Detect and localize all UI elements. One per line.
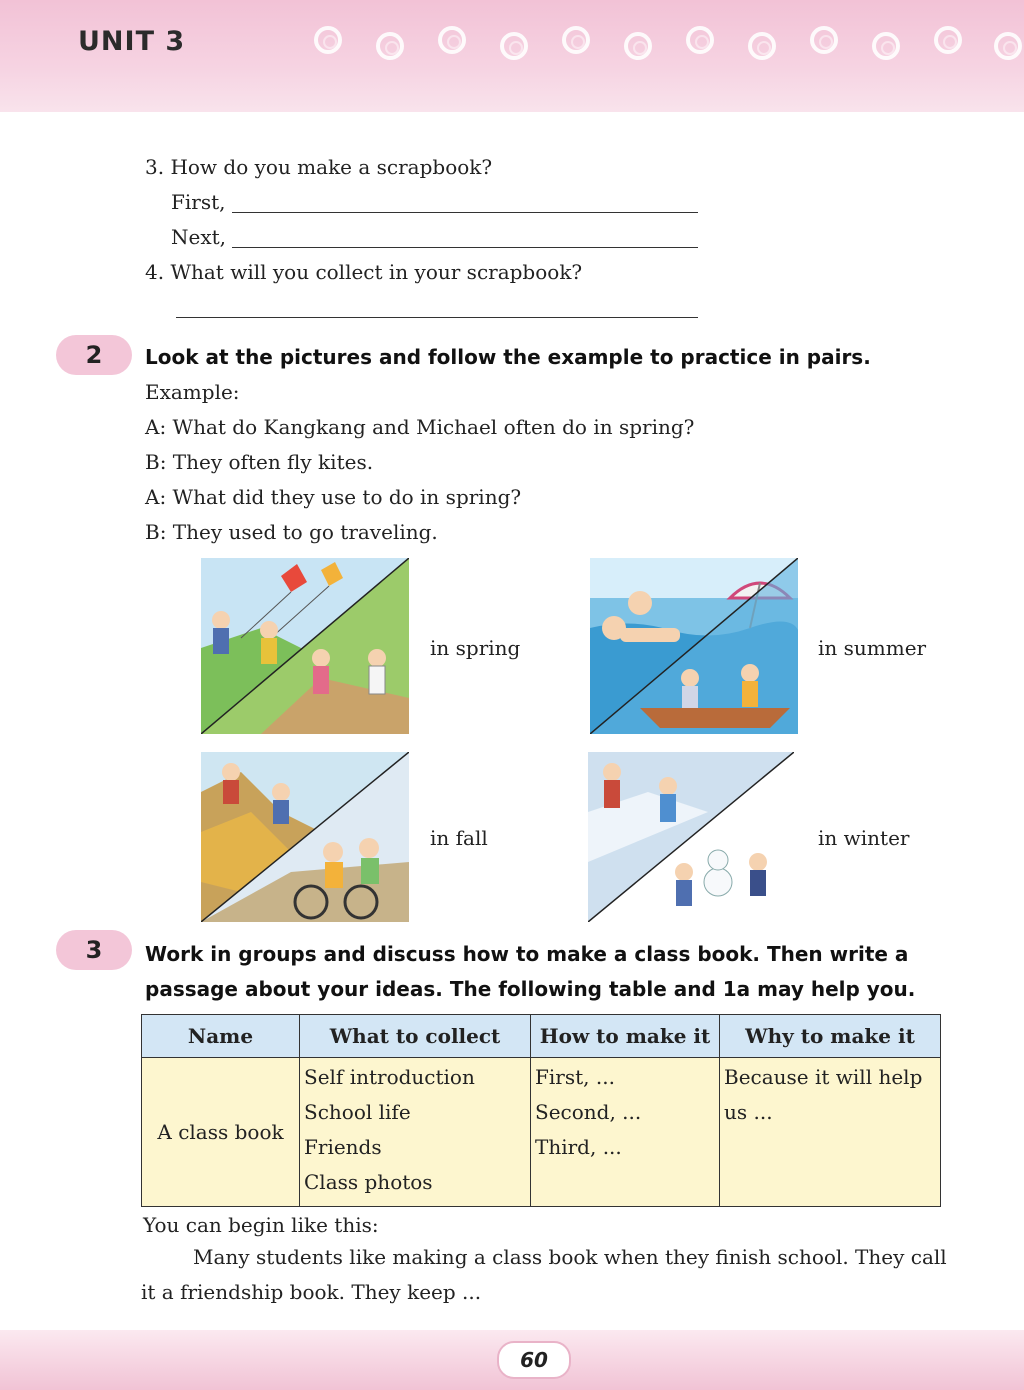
spring-illustration [201,558,409,734]
winter-illustration [588,752,794,922]
fall-illustration [201,752,409,922]
circle-icon [562,26,590,54]
circle-icon [810,26,838,54]
table-header-row [142,1015,941,1058]
circle-icon [934,26,962,54]
cell-name: A class book [142,1058,300,1207]
instruction-2: Look at the pictures and follow the example to practice in pairs. [145,345,871,369]
summer-illustration [590,558,798,734]
header-why-to-make: Why to make it [720,1015,941,1058]
circle-icon [994,32,1022,60]
cell-what-to-collect [300,1058,531,1207]
page-number: 60 [497,1341,571,1379]
collect-item: Class photos [304,1170,433,1194]
circle-icon [686,26,714,54]
cell-why-to-make [720,1058,941,1207]
answer-line-q4[interactable] [176,317,698,318]
answer-line-first[interactable] [232,212,698,213]
cell-how-to-make [531,1058,720,1207]
caption-summer: in summer [818,636,927,660]
circle-icon [748,32,776,60]
dialog-line-3: A: What did they use to do in spring? [145,485,522,509]
how-item: Third, ... [535,1135,622,1159]
why-item: us ... [724,1100,773,1124]
answer-line-next[interactable] [232,247,698,248]
class-book-table [141,1014,941,1207]
section-badge-3: 3 [56,930,132,970]
question-4: 4. What will you collect in your scrapbook? [145,260,583,284]
circle-icon [376,32,404,60]
circle-icon [500,32,528,60]
dialog-line-1: A: What do Kangkang and Michael often do in spring? [145,415,695,439]
question-3: 3. How do you make a scrapbook? [145,155,493,179]
circle-icon [314,26,342,54]
circle-icon [872,32,900,60]
caption-winter: in winter [818,826,910,850]
passage-line-1: Many students like making a class book when they finish school. They call [193,1245,947,1269]
how-item: Second, ... [535,1100,642,1124]
caption-spring: in spring [430,636,521,660]
why-item: Because it will help [724,1065,923,1089]
dialog-line-2: B: They often fly kites. [145,450,374,474]
how-item: First, ... [535,1065,615,1089]
circle-icon [438,26,466,54]
header-band [0,0,1024,112]
header-how-to-make: How to make it [531,1015,720,1058]
first-label: First, [171,190,226,214]
begin-prompt: You can begin like this: [143,1213,379,1237]
header-what-to-collect: What to collect [300,1015,531,1058]
collect-item: School life [304,1100,411,1124]
instruction-3-line-2: passage about your ideas. The following table and 1a may help you. [145,977,916,1001]
header-name: Name [142,1015,300,1058]
circle-icon [624,32,652,60]
instruction-3-line-1: Work in groups and discuss how to make a class book. Then write a [145,942,909,966]
caption-fall: in fall [430,826,488,850]
next-label: Next, [171,225,227,249]
dialog-line-4: B: They used to go traveling. [145,520,438,544]
collect-item: Self introduction [304,1065,475,1089]
passage-line-2: it a friendship book. They keep ... [141,1280,482,1304]
table-row [142,1058,941,1207]
collect-item: Friends [304,1135,382,1159]
unit-title: UNIT 3 [78,26,186,57]
section-badge-2: 2 [56,335,132,375]
decorative-circles [308,22,1024,72]
example-label: Example: [145,380,240,404]
